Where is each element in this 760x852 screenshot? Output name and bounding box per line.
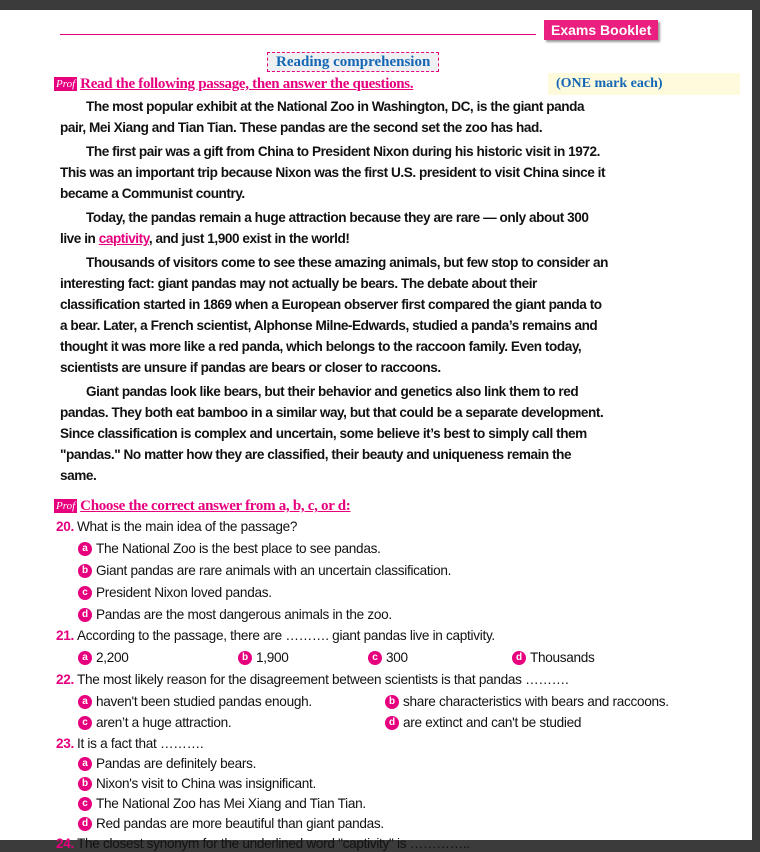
passage-line xyxy=(60,164,605,181)
passage-line xyxy=(86,383,578,400)
option-c[interactable] xyxy=(78,584,272,601)
option-d[interactable] xyxy=(385,714,581,731)
passage-heading-text: Read the following passage, then answer the questions. xyxy=(80,76,414,92)
option-c[interactable] xyxy=(368,649,408,666)
option-d[interactable] xyxy=(78,606,392,623)
prof-icon: Prof xyxy=(56,78,76,90)
option-b[interactable] xyxy=(78,775,316,792)
passage-line-text: live in xyxy=(60,231,99,246)
brand-badge: Exams Booklet xyxy=(544,20,658,40)
option-text: share characteristics with bears and raccoons. xyxy=(403,694,669,709)
question-21 xyxy=(56,627,495,644)
passage-line-text: same. xyxy=(60,468,97,483)
questions-heading-text: Choose the correct answer from a, b, c, or d: xyxy=(80,498,351,514)
question-text: According to the passage, there are ………. giant pandas live in captivity. xyxy=(77,628,495,643)
circled-letter-icon: b xyxy=(78,777,92,791)
circled-letter-icon: b xyxy=(78,564,92,578)
passage-line-text: Thousands of visitors come to see these amazing animals, but few stop to consider an xyxy=(86,255,608,270)
passage-line-text: , and just 1,900 exist in the world! xyxy=(148,231,350,246)
question-number: 23. xyxy=(56,736,74,751)
circled-letter-icon: b xyxy=(238,651,252,665)
circled-letter-icon: c xyxy=(78,586,92,600)
circled-letter-icon: a xyxy=(78,542,92,556)
passage-line xyxy=(86,143,600,160)
circled-letter-icon: c xyxy=(368,651,382,665)
circled-letter-icon: d xyxy=(78,817,92,831)
passage-line-text: This was an important trip because Nixon was the first U.S. president to visit China since it xyxy=(60,165,606,180)
prof-icon: Prof xyxy=(56,500,76,512)
passage-line xyxy=(60,230,349,247)
passage-line xyxy=(60,425,587,442)
passage-line-text: Since classification is complex and uncertain, some believe it’s best to simply call them xyxy=(60,426,587,441)
passage-line-text: The first pair was a gift from China to President Nixon during his historic visit in 1972. xyxy=(86,144,600,159)
circled-letter-icon: d xyxy=(512,651,526,665)
question-text: What is the main idea of the passage? xyxy=(77,519,298,534)
circled-letter-icon: b xyxy=(385,695,399,709)
option-a[interactable] xyxy=(78,693,312,710)
passage-line xyxy=(60,359,441,376)
option-c[interactable] xyxy=(78,714,231,731)
option-text: Pandas are the most dangerous animals in the zoo. xyxy=(96,607,392,622)
circled-letter-icon: a xyxy=(78,695,92,709)
option-a[interactable] xyxy=(78,755,256,772)
option-b[interactable] xyxy=(238,649,289,666)
passage-line-text: Giant pandas look like bears, but their behavior and genetics also link them to red xyxy=(86,384,579,399)
option-text: Thousands xyxy=(530,650,595,665)
passage-line-text: scientists are unsure if pandas are bears or closer to raccoons. xyxy=(60,360,441,375)
option-text: Giant pandas are rare animals with an uncertain classification. xyxy=(96,563,452,578)
option-text: Pandas are definitely bears. xyxy=(96,756,257,771)
passage-line xyxy=(86,254,608,271)
question-text: It is a fact that ………. xyxy=(77,736,204,751)
passage-line xyxy=(60,338,581,355)
section-title: Reading comprehension xyxy=(267,52,439,72)
option-text: aren’t a huge attraction. xyxy=(96,715,232,730)
option-c[interactable] xyxy=(78,795,366,812)
page xyxy=(0,10,752,851)
option-d[interactable] xyxy=(512,649,595,666)
passage-line xyxy=(60,446,571,463)
option-a[interactable] xyxy=(78,540,381,557)
question-20 xyxy=(56,518,297,535)
option-text: 300 xyxy=(386,650,408,665)
circled-letter-icon: d xyxy=(78,608,92,622)
option-text: 2,200 xyxy=(96,650,129,665)
passage-line-text: pandas. They both eat bamboo in a similar way, but that could be a separate development. xyxy=(60,405,604,420)
circled-letter-icon: d xyxy=(385,716,399,730)
option-text: 1,900 xyxy=(256,650,289,665)
circled-letter-icon: a xyxy=(78,757,92,771)
header-rule xyxy=(60,34,536,35)
passage-line-text: thought it was more like a red panda, which belongs to the raccoon family. Even today, xyxy=(60,339,582,354)
option-d[interactable] xyxy=(78,815,384,832)
passage-line-text: a bear. Later, a French scientist, Alphonse Milne-Edwards, studied a panda’s remains and xyxy=(60,318,598,333)
option-text: Red pandas are more beautiful than giant pandas. xyxy=(96,816,384,831)
option-b[interactable] xyxy=(385,693,669,710)
question-22 xyxy=(56,671,568,688)
question-number: 21. xyxy=(56,628,74,643)
question-23 xyxy=(56,735,203,752)
circled-letter-icon: c xyxy=(78,797,92,811)
passage-line-text: The most popular exhibit at the National Zoo in Washington, DC, is the giant panda xyxy=(86,99,585,114)
circled-letter-icon: a xyxy=(78,651,92,665)
option-a[interactable] xyxy=(78,649,129,666)
passage-line-text: pair, Mei Xiang and Tian Tian. These pandas are the second set the zoo has had. xyxy=(60,120,543,135)
option-b[interactable] xyxy=(78,562,451,579)
passage-heading xyxy=(54,75,413,93)
passage-line-text: classification started in 1869 when a European observer first compared the giant panda to xyxy=(60,297,602,312)
question-number: 20. xyxy=(56,519,74,534)
option-text: Nixon's visit to China was insignificant. xyxy=(96,776,316,791)
question-number: 24. xyxy=(56,836,74,851)
passage-line xyxy=(60,275,537,292)
option-text: The National Zoo has Mei Xiang and Tian Tian. xyxy=(96,796,366,811)
passage-line xyxy=(60,317,597,334)
question-text: The closest synonym for the underlined word "captivity" is ………….. xyxy=(77,836,470,851)
passage-line-text: Today, the pandas remain a huge attraction because they are rare — only about 300 xyxy=(86,210,589,225)
passage-line xyxy=(60,119,542,136)
question-text: The most likely reason for the disagreement between scientists is that pandas ………. xyxy=(77,672,569,687)
passage-line xyxy=(60,185,245,202)
option-text: haven't been studied pandas enough. xyxy=(96,694,312,709)
passage-line xyxy=(60,467,96,484)
question-number: 22. xyxy=(56,672,74,687)
passage-line-text: interesting fact: giant pandas may not actually be bears. The debate about their xyxy=(60,276,537,291)
questions-heading xyxy=(54,497,351,515)
marks-note: (ONE mark each) xyxy=(548,73,740,95)
option-text: The National Zoo is the best place to see pandas. xyxy=(96,541,381,556)
option-text: are extinct and can't be studied xyxy=(403,715,582,730)
passage-line xyxy=(86,98,584,115)
circled-letter-icon: c xyxy=(78,716,92,730)
underlined-word: captivity xyxy=(98,231,149,246)
passage-line-text: became a Communist country. xyxy=(60,186,245,201)
passage-line xyxy=(86,209,588,226)
passage-line xyxy=(60,296,602,313)
question-24 xyxy=(56,835,470,852)
option-text: President Nixon loved pandas. xyxy=(96,585,272,600)
passage-line xyxy=(60,404,603,421)
passage-line-text: "pandas." No matter how they are classified, their beauty and uniqueness remain the xyxy=(60,447,572,462)
